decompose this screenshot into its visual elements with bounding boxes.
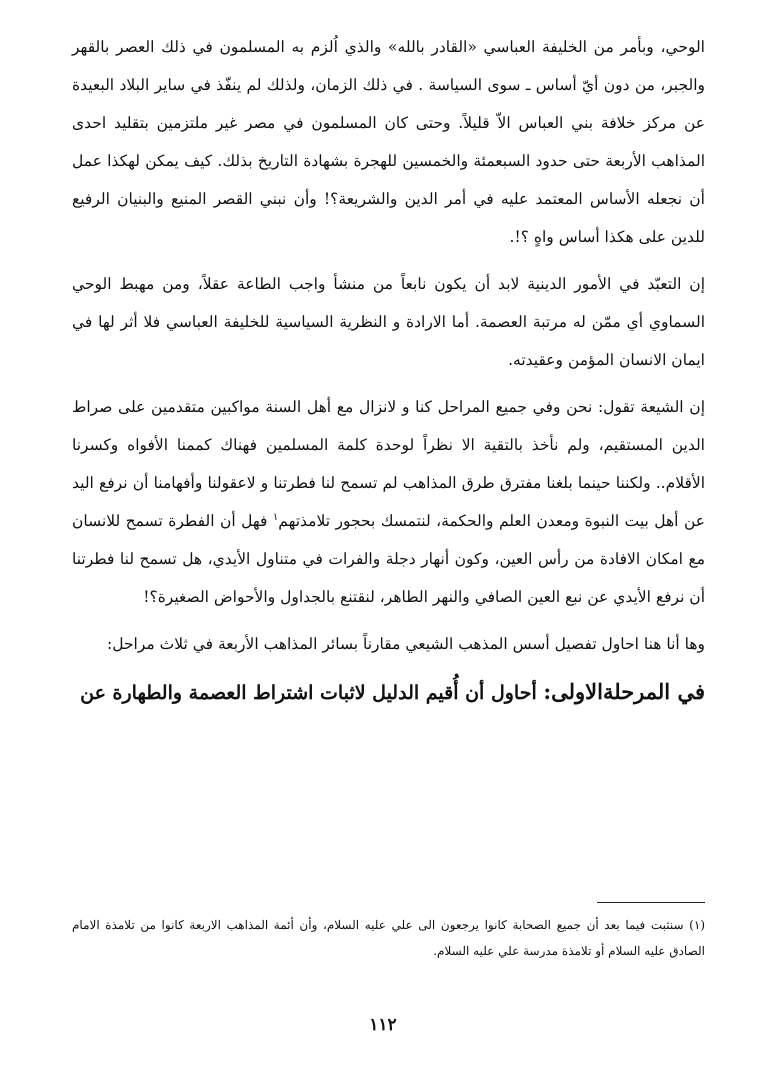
footnote-marker: ١ [272,511,279,523]
page-number: ١١٢ [369,1015,397,1035]
stage-one-label: في المرحلةالاولى: [543,679,705,704]
paragraph-3-part-1: إن الشيعة تقول: نحن وفي جميع المراحل كنا و لانزال مع أهل السنة مواكبين متقدمين على صراط الدين المستقيم، ولم نأخذ بالتقية الا نظراً لوحدة كلمة المسلمين فهناك كممنا الأفواه وكسرنا الأقلام.. ولكننا حينما بلغنا مفترق طرق المذاهب لم تسمح لنا فطرتنا و لاعقولنا وأفهامنا أن نرفع اليد عن أهل بيت النبوة ومعدن العلم والحكمة، لنتمسك بحجور تلامذتهم [72,398,705,530]
paragraph-1: الوحي، وبأمر من الخليفة العباسي «القادر بالله» والذي اُلزم به المسلمون في ذلك العصر بالقهر والجبر، من دون أيّ أساس ـ سوى السياسة . في ذلك الزمان، ولذلك لم ينفّذ في ساير البلاد البعيدة عن مركز خلافة بني العباس الاّ قليلاً. وحتى كان المسلمون في مصر غير ملتزمين بتقليد احدى المذاهب الأربعة حتى حدود السبعمئة والخمسين للهجرة بشهادة التاريخ بذلك. كيف يمكن لهكذا عمل أن نجعله الأساس المعتمد عليه في أمر الدين والشريعة؟! وأن نبني القصر المنيع والبنيان الرفيع للدين على هكذا أساس واهٍ ؟!. [72,38,705,246]
main-text [72,28,705,713]
stage-one-text: أحاول أن أُقيم الدليل لاثبات اشتراط العصمة والطهارة عن [80,682,544,704]
paragraph-4: وها أنا هنا احاول تفصيل أسس المذهب الشيعي مقارناً بسائر المذاهب الأربعة في ثلاث مراحل: [106,635,705,653]
paragraph-3 [72,388,705,616]
footnote: (١) سنثبت فيما بعد أن جميع الصحابة كانوا يرجعون الى علي عليه السلام، وأن أئمة المذاهب الاربعة كانوا من تلامذة الامام الصادق عليه السلام أو تلامذة مدرسة علي عليه السلام. [72,918,705,958]
paragraph-3-part-2: فهل أن الفطرة تسمح للانسان مع امكان الافادة من رأس العين، وكون أنهار دجلة والفرات في متناول الأيدي، هل تسمح لنا فطرتنا أن نرفع الأيدي عن نبع العين الصافي والنهر الطاهر، لنقتنع بالجداول والأحواض الصغيرة؟! [72,512,705,606]
stage-one-heading [72,672,705,713]
paragraph-2: إن التعبّد في الأمور الدينية لابد أن يكون نابعاً من منشأ واجب الطاعة عقلاً، ومن مهبط الوحي السماوي أي ممّن له مرتبة العصمة. أما الارادة و النظرية السياسية للخليفة العباسي فلا أثر لها في ايمان الانسان المؤمن وعقيدته. [72,275,705,369]
footnote-separator [597,902,705,903]
